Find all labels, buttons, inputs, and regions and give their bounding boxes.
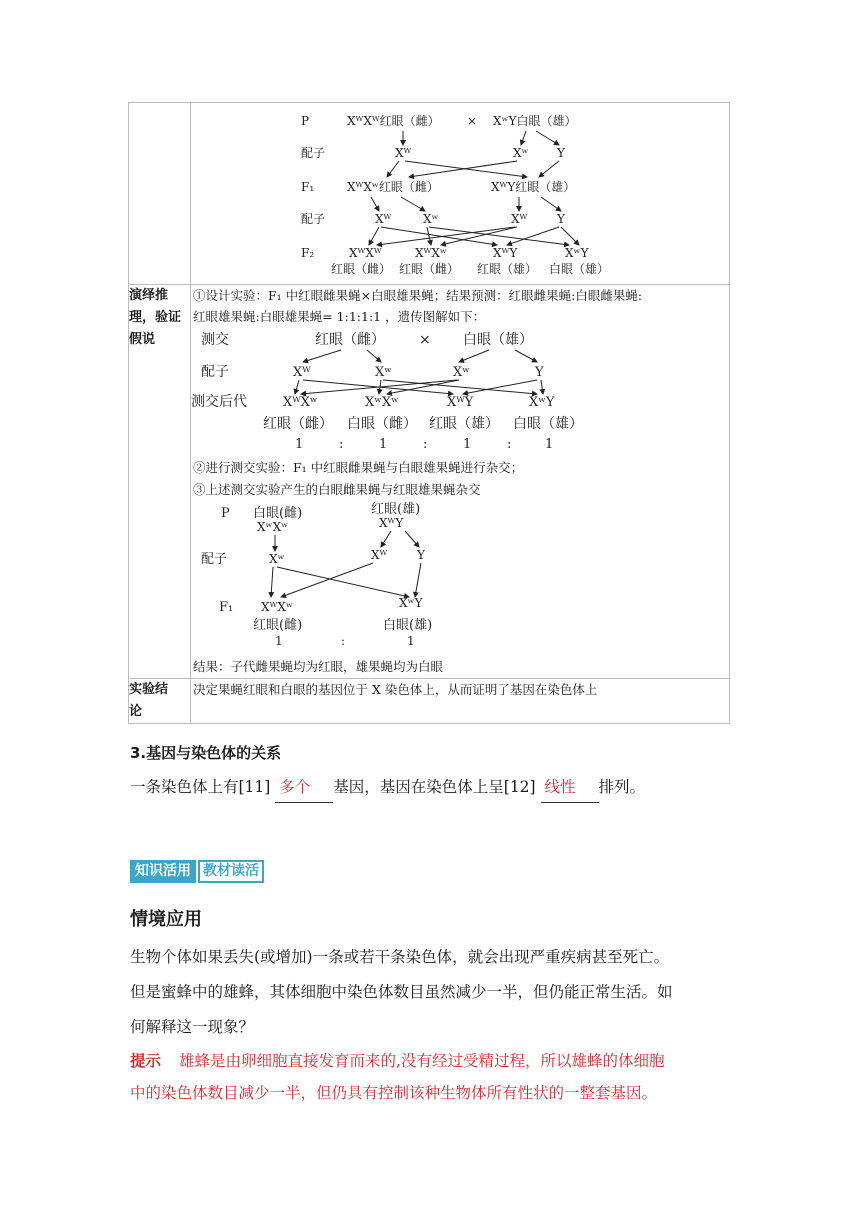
f2-phenotype-1: 红眼（雌） bbox=[331, 262, 392, 276]
question-line-3: 何解释这一现象？ bbox=[130, 1018, 255, 1036]
rc-female-genotype: XʷXʷ bbox=[257, 520, 289, 534]
step3-line: ③上述测交实验产生的白眼雌果蝇与红眼雄果蝇杂交 bbox=[193, 482, 481, 497]
ratio-4: 1 bbox=[545, 437, 554, 452]
gamete-label-2: 配子 bbox=[301, 212, 326, 226]
cross-diagram-cell bbox=[191, 103, 730, 285]
rc-offspring-1: XᵂXʷ bbox=[261, 600, 293, 614]
f1-label: F₁ bbox=[301, 180, 315, 194]
question-line-1: 生物个体如果丢失(或增加)一条或若干条染色体，就会出现严重疾病甚至死亡。 bbox=[130, 948, 670, 966]
section-heading: 3.基因与染色体的关系 bbox=[130, 744, 282, 762]
gamete-2: Xʷ bbox=[513, 146, 529, 160]
badge-left: 知识活用 bbox=[130, 860, 196, 883]
f2-genotype-3: XᵂY bbox=[493, 246, 518, 260]
rc-gamete-label: 配子 bbox=[201, 552, 228, 567]
rc-ratio-1: 1 bbox=[275, 634, 283, 648]
gamete-3: Y bbox=[557, 146, 565, 160]
gamete-4: Xᵂ bbox=[375, 212, 392, 226]
rc-gamete-3: Y bbox=[417, 548, 425, 562]
gamete-6: Xᵂ bbox=[511, 212, 528, 226]
conclusion-cell bbox=[191, 679, 730, 724]
f2-genotype-4: XʷY bbox=[565, 246, 589, 260]
reciprocal-cross-diagram bbox=[191, 501, 729, 653]
offspring-genotype-4: XʷY bbox=[529, 395, 555, 410]
offspring-genotype-1: XᵂXʷ bbox=[283, 395, 318, 410]
answer-blank-12: 线性 bbox=[541, 772, 599, 803]
sentence-part-3: 排列。 bbox=[598, 778, 646, 796]
row-label-text: 演绎推理，验证假说 bbox=[129, 288, 182, 347]
hint-label: 提示 bbox=[130, 1052, 162, 1070]
ratio-colon-3: : bbox=[507, 437, 512, 452]
testcross-gamete-label: 配子 bbox=[201, 364, 229, 380]
testcross-gamete-3: Xʷ bbox=[453, 365, 470, 380]
ratio-3: 1 bbox=[463, 437, 472, 452]
badge-right: 教材读活 bbox=[198, 860, 264, 883]
f2-phenotype-2: 红眼（雌） bbox=[399, 262, 460, 276]
row-label-conclusion bbox=[129, 679, 191, 724]
sentence-part-1: 一条染色体上有[11] bbox=[130, 778, 271, 796]
cross-diagram-1 bbox=[191, 103, 729, 281]
f2-phenotype-4: 白眼（雄） bbox=[549, 262, 610, 276]
answer-line-1 bbox=[130, 1046, 664, 1076]
experiment-table bbox=[128, 102, 730, 724]
answer-line-2: 中的染色体数目减少一半，但仍具有控制该种生物体所有性状的一整套基因。 bbox=[130, 1084, 658, 1102]
row-label-part2: 论 bbox=[129, 704, 143, 719]
rc-male: 红眼(雄) bbox=[371, 502, 421, 517]
section-badge bbox=[130, 860, 264, 883]
offspring-genotype-3: XᵂY bbox=[447, 395, 474, 410]
gamete-label: 配子 bbox=[301, 146, 326, 160]
step1-line2: 红眼雄果蝇:白眼雄果蝇= 1:1:1:1 ，遗传图解如下： bbox=[193, 309, 486, 324]
offspring-phenotype-1: 红眼（雌） bbox=[263, 416, 333, 432]
p-label: P bbox=[301, 114, 310, 128]
rc-ratio-2: 1 bbox=[407, 634, 415, 648]
table-row bbox=[129, 679, 730, 724]
testcross-label: 测交 bbox=[201, 332, 229, 348]
rc-gamete-2: Xᵂ bbox=[371, 548, 388, 562]
result-line: 结果：子代雌果蝇均为红眼，雄果蝇均为白眼 bbox=[193, 659, 444, 674]
f1-female: XᵂXʷ红眼（雌） bbox=[347, 180, 439, 194]
rc-female: 白眼(雌) bbox=[253, 506, 303, 521]
offspring-phenotype-4: 白眼（雄） bbox=[513, 416, 583, 432]
offspring-phenotype-2: 白眼（雌） bbox=[347, 416, 417, 432]
offspring-phenotype-3: 红眼（雄） bbox=[429, 416, 499, 432]
f2-phenotype-3: 红眼（雄） bbox=[477, 262, 538, 276]
step1-line1: ①设计实验：F₁ 中红眼雌果蝇×白眼雄果蝇；结果预测：红眼雌果蝇:白眼雌果蝇: bbox=[193, 288, 643, 303]
gamete-7: Y bbox=[557, 212, 565, 226]
testcross-male: 白眼（雄） bbox=[463, 332, 533, 348]
rc-phenotype-1: 红眼(雌) bbox=[253, 618, 303, 633]
fill-blank-sentence bbox=[130, 772, 645, 803]
f2-genotype-1: XᵂXᵂ bbox=[349, 246, 382, 260]
empty-label-cell bbox=[129, 103, 191, 285]
offspring-genotype-2: XʷXʷ bbox=[365, 395, 399, 410]
ratio-2: 1 bbox=[379, 437, 388, 452]
sentence-part-2: 基因，基因在染色体上呈[12] bbox=[333, 778, 536, 796]
gamete-5: Xʷ bbox=[423, 212, 439, 226]
rc-p-label: P bbox=[221, 506, 230, 521]
row-label-deduction bbox=[129, 285, 191, 679]
p-female: XᵂXᵂ红眼（雌） bbox=[347, 114, 440, 128]
rc-ratio-colon: : bbox=[341, 634, 346, 648]
ratio-1: 1 bbox=[295, 437, 304, 452]
f2-genotype-2: XᵂXʷ bbox=[415, 246, 447, 260]
testcross-gamete-1: Xᵂ bbox=[293, 365, 311, 380]
question-line-2: 但是蜜蜂中的雄蜂，其体细胞中染色体数目虽然减少一半，但仍能正常生活。如 bbox=[130, 983, 673, 1001]
testcross-gamete-4: Y bbox=[535, 365, 544, 380]
f1-male: XᵂY红眼（雄） bbox=[491, 180, 576, 194]
conclusion-text: 决定果蝇红眼和白眼的基因位于 X 染色体上，从而证明了基因在染色体上 bbox=[193, 682, 598, 697]
answer-text-1: 雄蜂是由卵细胞直接发育而来的,没有经过受精过程，所以雄蜂的体细胞 bbox=[179, 1052, 665, 1070]
answer-blank-11: 多个 bbox=[275, 772, 333, 803]
gamete-1: Xᵂ bbox=[395, 146, 412, 160]
testcross-diagram bbox=[191, 328, 729, 454]
testcross-offspring-label: 测交后代 bbox=[191, 394, 247, 410]
cross-symbol: × bbox=[467, 114, 478, 128]
f2-label: F₂ bbox=[301, 246, 315, 260]
row-label-part1: 实验结 bbox=[129, 682, 169, 697]
testcross-female: 红眼（雌） bbox=[315, 332, 385, 348]
p-male: XʷY白眼（雄） bbox=[493, 114, 577, 128]
rc-phenotype-2: 白眼(雄) bbox=[383, 618, 433, 633]
testcross-gamete-2: Xʷ bbox=[375, 365, 392, 380]
table-row bbox=[129, 103, 730, 285]
testcross-cross: × bbox=[419, 332, 431, 348]
ratio-colon-1: : bbox=[339, 437, 344, 452]
situation-title: 情境应用 bbox=[130, 909, 202, 930]
rc-f1-label: F₁ bbox=[219, 600, 234, 615]
ratio-colon-2: : bbox=[423, 437, 428, 452]
rc-male-genotype: XᵂY bbox=[379, 516, 404, 530]
deduction-content-cell bbox=[191, 285, 730, 679]
rc-offspring-2: XʷY bbox=[399, 596, 423, 610]
rc-gamete-1: Xʷ bbox=[269, 552, 285, 566]
table-row bbox=[129, 285, 730, 679]
step2-line: ②进行测交实验：F₁ 中红眼雌果蝇与白眼雄果蝇进行杂交； bbox=[193, 460, 524, 475]
